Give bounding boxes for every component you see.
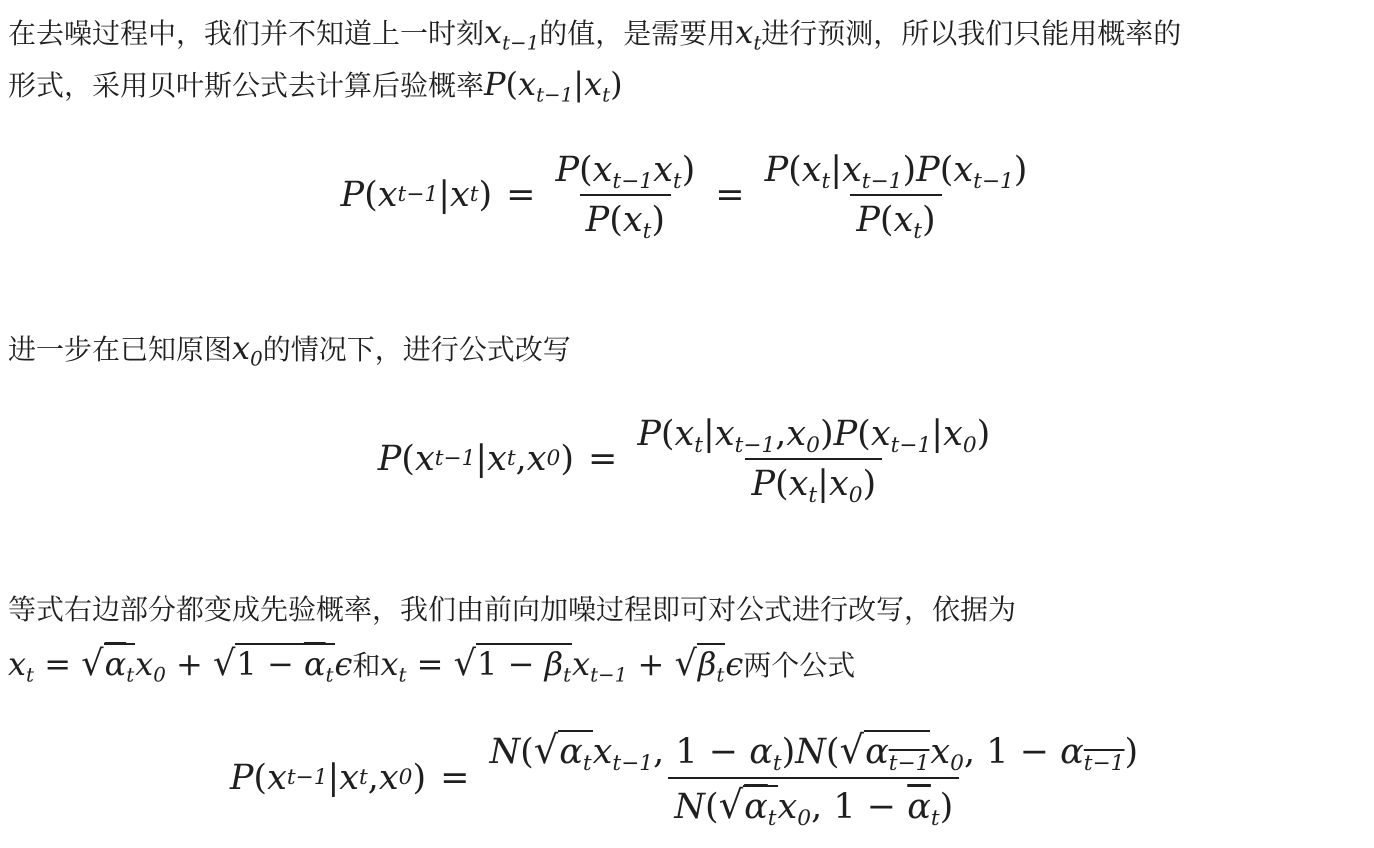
eq1-fraction-1: $\frac{P(x_{t-1}x_t)}{P(x_t)}$ [555, 150, 696, 244]
eq1-lhs: P ( x t−1 | x t ) [340, 175, 493, 215]
equation-conditioned: P ( x t−1 | x t , x 0 ) = $\frac{P(x_t|x_{t-1},x_0)P(x_{t-1}|x_0)}{P(x_t|x_0)}$ [0, 414, 1374, 504]
text-segment: 和 [352, 649, 381, 682]
text-segment: 等式右边部分都变成先验概率，我们由前向加噪过程即可对公式进行改写，依据为 [8, 593, 1017, 626]
math-forward-eq-1: $x_t = √\alpha_tx_0 + √1 - \overline{\alpha}_t\epsilon$ [8, 643, 353, 687]
eq1-fraction-2: $\frac{P(x_t|x_{t-1})P(x_{t-1})}{P(x_t)}$ [764, 150, 1028, 244]
equation-bayes: P ( x t−1 | x t ) = $\frac{P(x_{t-1}x_t)}{P(x_t)}$ = $\frac{P(x_t|x_{t-1})P(x_{t-1})}{P(x_t)}$ [0, 150, 1374, 240]
paragraph-3 [8, 584, 1366, 636]
math-forward-eq-2: $x_t = √1 - \beta_tx_{t-1} + √\beta_t\epsilon$ [380, 643, 744, 687]
eq2-lhs: P ( x t−1 | x t , x 0 ) [377, 439, 574, 479]
paragraph-1-line-2 [8, 58, 1366, 112]
math-x-0: $x_0$ [232, 329, 263, 371]
text-segment: 进行预测，所以我们只能用概率的 [761, 17, 1182, 50]
paragraph-3-line-2 [8, 638, 1366, 692]
text-segment: 两个公式 [743, 649, 856, 682]
equation-gaussian: P ( x t−1 | x t , x 0 ) = $\frac{N(√\alpha_tx_{t-1}, 1 - \alpha_t)N(√\alpha_{t-1}x_0, 1 - \alpha_{t-1})}{N(√\alpha_tx_0, 1 - \overline{\alpha}_t)}$ [0, 728, 1374, 828]
eq2-fraction: $\frac{P(x_t|x_{t-1},x_0)P(x_{t-1}|x_0)}{P(x_t|x_0)}$ [637, 414, 991, 508]
text-segment: 形式，采用贝叶斯公式去计算后验概率 [8, 69, 485, 102]
text-segment: 的情况下，进行公式改写 [262, 333, 571, 366]
paragraph-1 [8, 6, 1366, 60]
paragraph-2 [8, 322, 1366, 376]
text-segment: 的值，是需要用 [539, 17, 736, 50]
text-segment: 在去噪过程中，我们并不知道上一时刻 [8, 17, 485, 50]
math-x-t-minus-1: $x_{t-1}$ [484, 13, 540, 55]
math-posterior: $P(x_{t-1}|x_t)$ [484, 65, 623, 107]
eq3-fraction: $\frac{N(√\alpha_tx_{t-1}, 1 - \alpha_t)N(√\alpha_{t-1}x_0, 1 - \alpha_{t-1})}{N(√\alpha_tx_0, 1 - \overline{\alpha}_t)}$ [489, 728, 1139, 831]
eq3-lhs: P ( x t−1 | x t , x 0 ) [229, 758, 427, 798]
text-segment: 进一步在已知原图 [8, 333, 233, 366]
math-x-t: $x_t$ [735, 13, 762, 55]
